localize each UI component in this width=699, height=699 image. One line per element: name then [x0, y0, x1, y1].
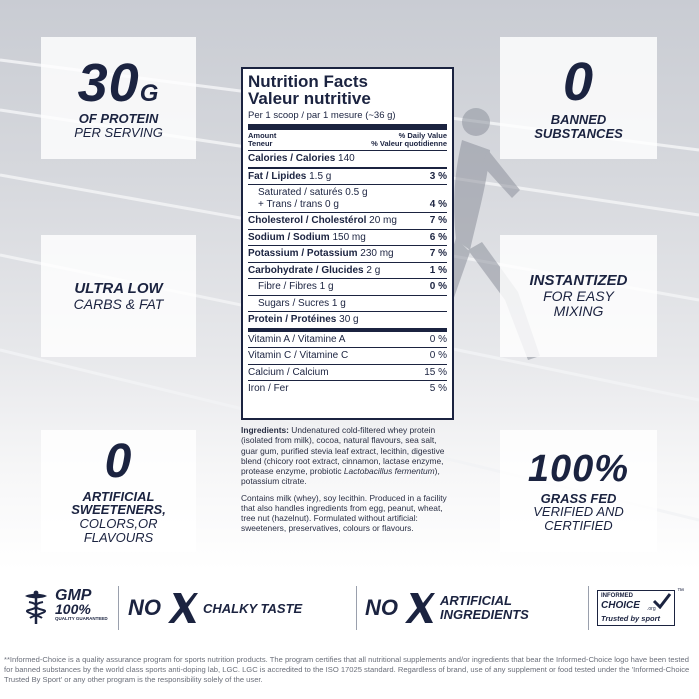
banned-tile [500, 37, 657, 159]
carbs-line1: ULTRA LOW [74, 279, 163, 297]
nutrition-header [248, 130, 447, 152]
nutrient-amount: 1.5 g [309, 170, 332, 182]
trademark-mark: ™ [677, 588, 684, 595]
sweeteners-tile [41, 430, 196, 552]
vitamin-row [248, 365, 447, 382]
carbs-tile [41, 235, 196, 357]
ingredients-block [241, 425, 455, 534]
artificial-text: ARTIFICIAL [440, 593, 512, 609]
org-text: .org [647, 606, 656, 612]
strip-divider [356, 586, 357, 630]
instant-line2: FOR EASY [543, 288, 614, 305]
sweeteners-line1: ARTIFICIAL [82, 488, 155, 504]
nutrient-row [248, 246, 447, 263]
nutrient-amount: 30 g [339, 314, 359, 326]
informed-text: INFORMED [601, 593, 633, 599]
nutrient-amount: 230 mg [360, 248, 394, 260]
grassfed-line2: VERIFIED AND [533, 504, 624, 520]
no-chalky-taste [128, 592, 353, 624]
grassfed-amount: 100% [527, 447, 630, 490]
choice-text: CHOICE [601, 600, 640, 611]
instant-tile [500, 235, 657, 357]
banned-amount: 0 [562, 52, 595, 113]
ingredients-text [241, 425, 455, 487]
nutrient-amount: 2 g [366, 264, 381, 276]
chalky-taste-text: CHALKY TASTE [203, 600, 303, 616]
nutrient-dv: 3 % [429, 170, 447, 182]
nutrient-label-2: + Trans / trans 0 g [258, 198, 339, 210]
informed-choice-logo [597, 590, 675, 626]
vitamin-dv: 0 % [429, 333, 447, 345]
nutrient-label: Saturated / saturés 0.5 g [258, 187, 368, 199]
nutrient-dv: 6 % [429, 231, 447, 243]
nutrient-row [248, 312, 447, 332]
protein-amount: 30G [77, 53, 160, 114]
protein-tile [41, 37, 196, 159]
gmp-text: GMP [55, 587, 92, 604]
strip-divider [588, 586, 589, 630]
nutrient-dv: 7 % [429, 248, 447, 260]
header-valeur-quotidienne: % Valeur quotidienne [371, 138, 447, 148]
nutrient-label: Sugars / Sucres 1 g [258, 297, 346, 309]
sweeteners-line4: FLAVOURS [83, 529, 154, 545]
nutrient-row [248, 169, 447, 186]
nutrition-title-en: Nutrition Facts [248, 72, 368, 91]
instant-line3: MIXING [553, 302, 604, 319]
informed-choice-footnote: **Informed-Choice is a quality assurance program for sports nutrition products. The program certifies that all nutritional supplements and/or ingredients that bear the Informed-Choice logo have been tested for banned substances by the world class sports anti-doping lab, LGC. LGC is accredited to the ISO 17025 standard. Regardless of brand, use of any supplement or food tested under the 'Informed-Choice Trusted By Sport' or any other program is the responsibility solely of the user. [4, 655, 690, 684]
calories-value: 140 [338, 153, 355, 165]
nutrient-row [248, 263, 447, 280]
nutrient-row [248, 185, 447, 213]
vitamin-row [248, 381, 447, 397]
x-mark-icon [402, 592, 436, 624]
no-text: NO [128, 595, 161, 620]
grassfed-line3: CERTIFIED [544, 517, 613, 533]
trusted-by-sport-text: Trusted by sport [601, 614, 661, 623]
vitamin-dv: 0 % [429, 350, 447, 362]
nutrition-title-fr: Valeur nutritive [248, 89, 371, 109]
instant-line1: INSTANTIZED [529, 272, 628, 290]
carbs-line2: CARBS & FAT [73, 295, 164, 312]
sweeteners-amount: 0 [104, 434, 133, 488]
nutrient-label: Sodium / Sodium [248, 231, 330, 243]
no-text: NO [365, 595, 398, 620]
ingredients-list: Undenatured cold-filtered whey protein (isolated from milk), cocoa, natural flavours, sea salt, guar gum, purified stevia leaf extract, lecithin, digestive blend (chicory root extract, cinnamon, lactase enzyme, protease enzyme, probiotic [241, 425, 445, 476]
protein-line1: OF PROTEIN [78, 111, 159, 127]
calories-label: Calories / Calories [248, 153, 336, 165]
nutrient-row [248, 230, 447, 247]
ingredients-text: INGREDIENTS [440, 607, 529, 622]
nutrient-row [248, 213, 447, 230]
calories-row [248, 151, 447, 169]
ingredients-probiotic: Lactobacillus fermentum [343, 466, 435, 476]
grassfed-line1: GRASS FED [540, 490, 617, 506]
no-artificial-ingredients [365, 590, 585, 626]
serving-size: Per 1 scoop / par 1 mesure (~36 g) [248, 108, 447, 130]
nutrient-label: Carbohydrate / Glucides [248, 264, 364, 276]
sweeteners-line2: SWEETENERS, [71, 502, 166, 518]
sweeteners-line3: COLORS,OR [79, 516, 158, 531]
ingredients-list-end: ), potassium citrate. [241, 466, 440, 487]
nutrition-facts-panel [241, 67, 454, 420]
nutrient-amount: 20 mg [369, 215, 397, 227]
banned-line2: SUBSTANCES [534, 126, 623, 141]
banned-line1: BANNED [550, 112, 607, 128]
checkmark-icon [652, 593, 672, 609]
nutrient-dv: 1 % [429, 264, 447, 276]
nutrient-row [248, 296, 447, 313]
nutrient-dv: 4 % [429, 198, 447, 210]
nutrient-label: Potassium / Potassium [248, 248, 358, 260]
vitamin-dv: 15 % [424, 366, 447, 378]
protein-line2: PER SERVING [74, 125, 163, 140]
vitamin-row [248, 332, 447, 349]
header-daily-value: % Daily Value [398, 130, 447, 140]
x-mark-icon [165, 592, 199, 624]
vitamin-label: Iron / Fer [248, 383, 289, 395]
vitamin-label: Calcium / Calcium [248, 366, 329, 378]
header-teneur: Teneur [248, 138, 273, 148]
nutrient-dv: 0 % [429, 281, 447, 293]
grassfed-tile [500, 430, 657, 552]
nutrient-label: Protein / Protéines [248, 314, 337, 326]
caduceus-icon [22, 590, 50, 626]
nutrient-amount: 150 mg [332, 231, 366, 243]
nutrient-dv: 7 % [429, 215, 447, 227]
vitamin-label: Vitamin C / Vitamine C [248, 350, 349, 362]
header-amount: Amount [248, 130, 277, 140]
nutrient-label: Fat / Lipides [248, 170, 307, 182]
gmp-small: QUALITY GUARANTEED [55, 616, 108, 621]
vitamin-label: Vitamin A / Vitamine A [248, 333, 346, 345]
gmp-percent: 100% [55, 601, 91, 617]
vitamin-dv: 5 % [429, 383, 447, 395]
nutrient-row [248, 279, 447, 296]
strip-divider [118, 586, 119, 630]
ingredients-label: Ingredients: [241, 425, 289, 435]
nutrient-label: Cholesterol / Cholestérol [248, 215, 367, 227]
gmp-badge [22, 588, 112, 628]
nutrient-label: Fibre / Fibres 1 g [258, 281, 334, 293]
vitamin-row [248, 348, 447, 365]
allergen-statement: Contains milk (whey), soy lecithin. Produced in a facility that also handles ingredients from egg, peanut, wheat, tree nut (hazelnut). Formulated without artificial: sweeteners, preservatives, colours or flavours. [241, 492, 447, 534]
